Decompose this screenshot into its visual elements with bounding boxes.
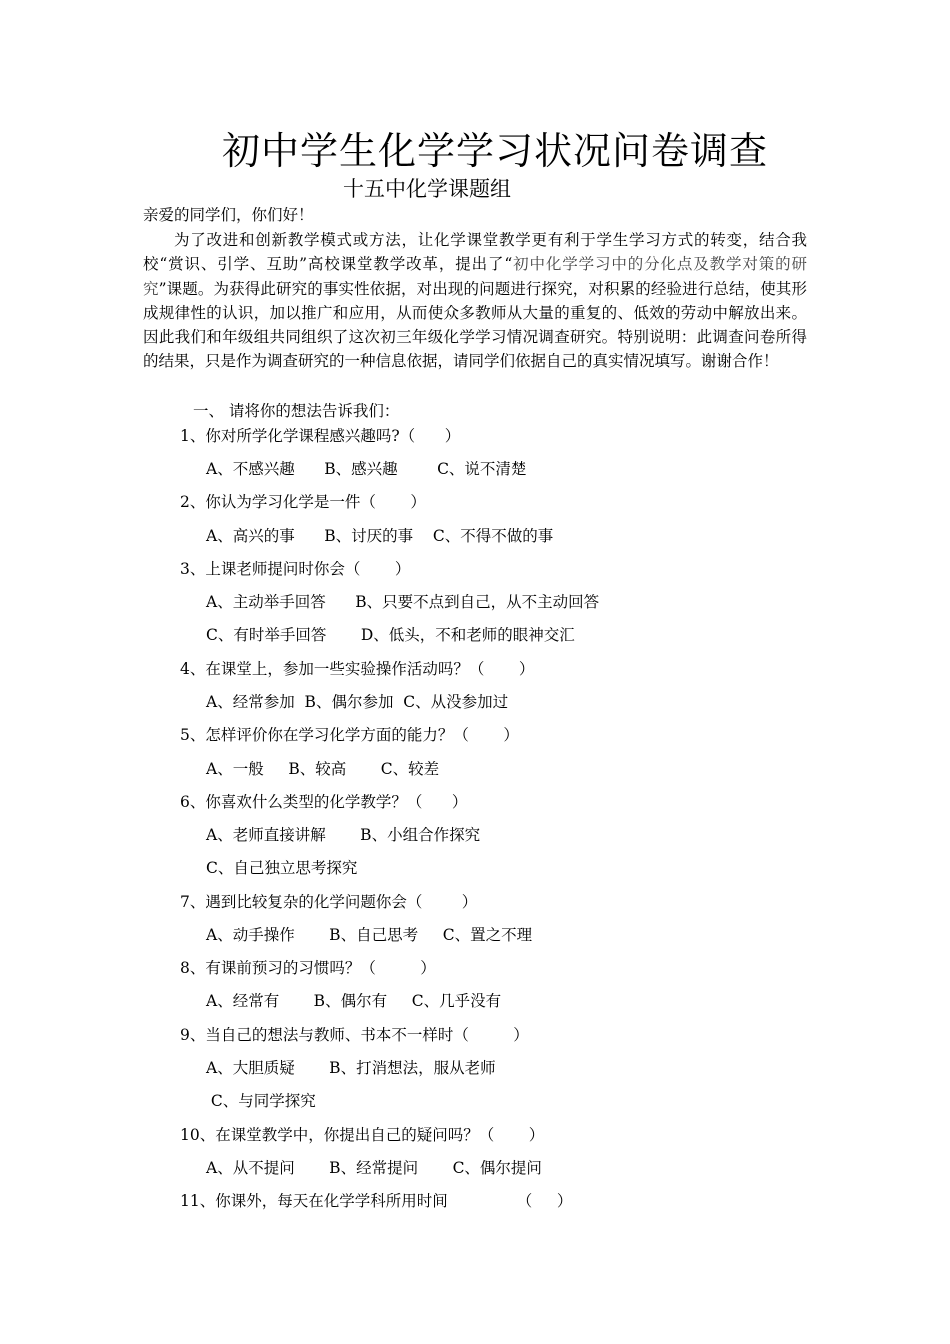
question-6-options-ab: A、老师直接讲解 B、小组合作探究 — [206, 826, 481, 844]
intro-text-part2: ”课题。为获得此研究的事实性依据，对出现的问题进行探究，对积累的经验进行总结，使其形成规律性的认识，加以推广和应用，从而使众多教师从大量的重复的、低效的劳动中解放出来。因此我们和年级组共同组织了这次初三年级化学学习情况调查研究。特别说明：此调查问卷所得的结果，只是作为调查研究的一种信息依据，请同学们依据自己的真实情况填写。谢谢合作！ — [143, 279, 807, 371]
intro-paragraph — [143, 228, 807, 374]
question-9-options-ab: A、大胆质疑 B、打消想法，服从老师 — [206, 1059, 496, 1077]
question-8-options: A、经常有 B、偶尔有 C、几乎没有 — [206, 992, 502, 1010]
question-5: 5、怎样评价你在学习化学方面的能力？（ ） — [180, 726, 519, 744]
question-7: 7、遇到比较复杂的化学问题你会（ ） — [180, 893, 478, 911]
question-9-options-c: C、与同学探究 — [206, 1092, 316, 1110]
section-heading: 一、 请将你的想法告诉我们： — [193, 402, 400, 420]
question-3: 3、上课老师提问时你会（ ） — [180, 560, 411, 578]
question-10-options: A、从不提问 B、经常提问 C、偶尔提问 — [206, 1159, 542, 1177]
question-8: 8、有课前预习的习惯吗？（ ） — [180, 959, 436, 977]
question-3-options-ab: A、主动举手回答 B、只要不点到自己，从不主动回答 — [206, 593, 600, 611]
document-title: 初中学生化学学习状况问卷调查 — [221, 129, 768, 173]
question-4: 4、在课堂上，参加一些实验操作活动吗？（ ） — [180, 660, 535, 678]
intro-text-part1: 为了改进和创新教学模式或方法，让化学课堂教学更有利于学生学习方式的转变，结合我校“赏识、引学、互助”高校课堂教学改革，提出了“ — [143, 231, 807, 274]
question-3-options-cd: C、有时举手回答 D、低头，不和老师的眼神交汇 — [206, 626, 575, 644]
question-2-options: A、高兴的事 B、讨厌的事 C、不得不做的事 — [206, 527, 554, 545]
question-7-options: A、动手操作 B、自己思考 C、置之不理 — [206, 926, 533, 944]
intro-project-name: 初中化学学习中的分化点及教学对策的研究 — [143, 255, 807, 298]
question-5-options: A、一般 B、较高 C、较差 — [206, 760, 440, 778]
question-10: 10、在课堂教学中，你提出自己的疑问吗？（ ） — [180, 1126, 545, 1144]
question-1: 1、你对所学化学课程感兴趣吗?（ ） — [180, 427, 461, 445]
question-4-options: A、经常参加 B、偶尔参加 C、从没参加过 — [206, 693, 509, 711]
question-2: 2、你认为学习化学是一件（ ） — [180, 493, 426, 511]
question-6-options-c: C、自己独立思考探究 — [206, 859, 358, 877]
question-9: 9、当自己的想法与教师、书本不一样时（ ） — [180, 1026, 529, 1044]
question-6: 6、你喜欢什么类型的化学教学？（ ） — [180, 793, 468, 811]
question-11: 11、你课外，每天在化学学科所用时间 （ ） — [180, 1192, 573, 1210]
document-subtitle: 十五中化学课题组 — [343, 177, 511, 201]
question-1-options: A、不感兴趣 B、感兴趣 C、说不清楚 — [206, 460, 527, 478]
greeting-text: 亲爱的同学们，你们好！ — [143, 206, 314, 224]
